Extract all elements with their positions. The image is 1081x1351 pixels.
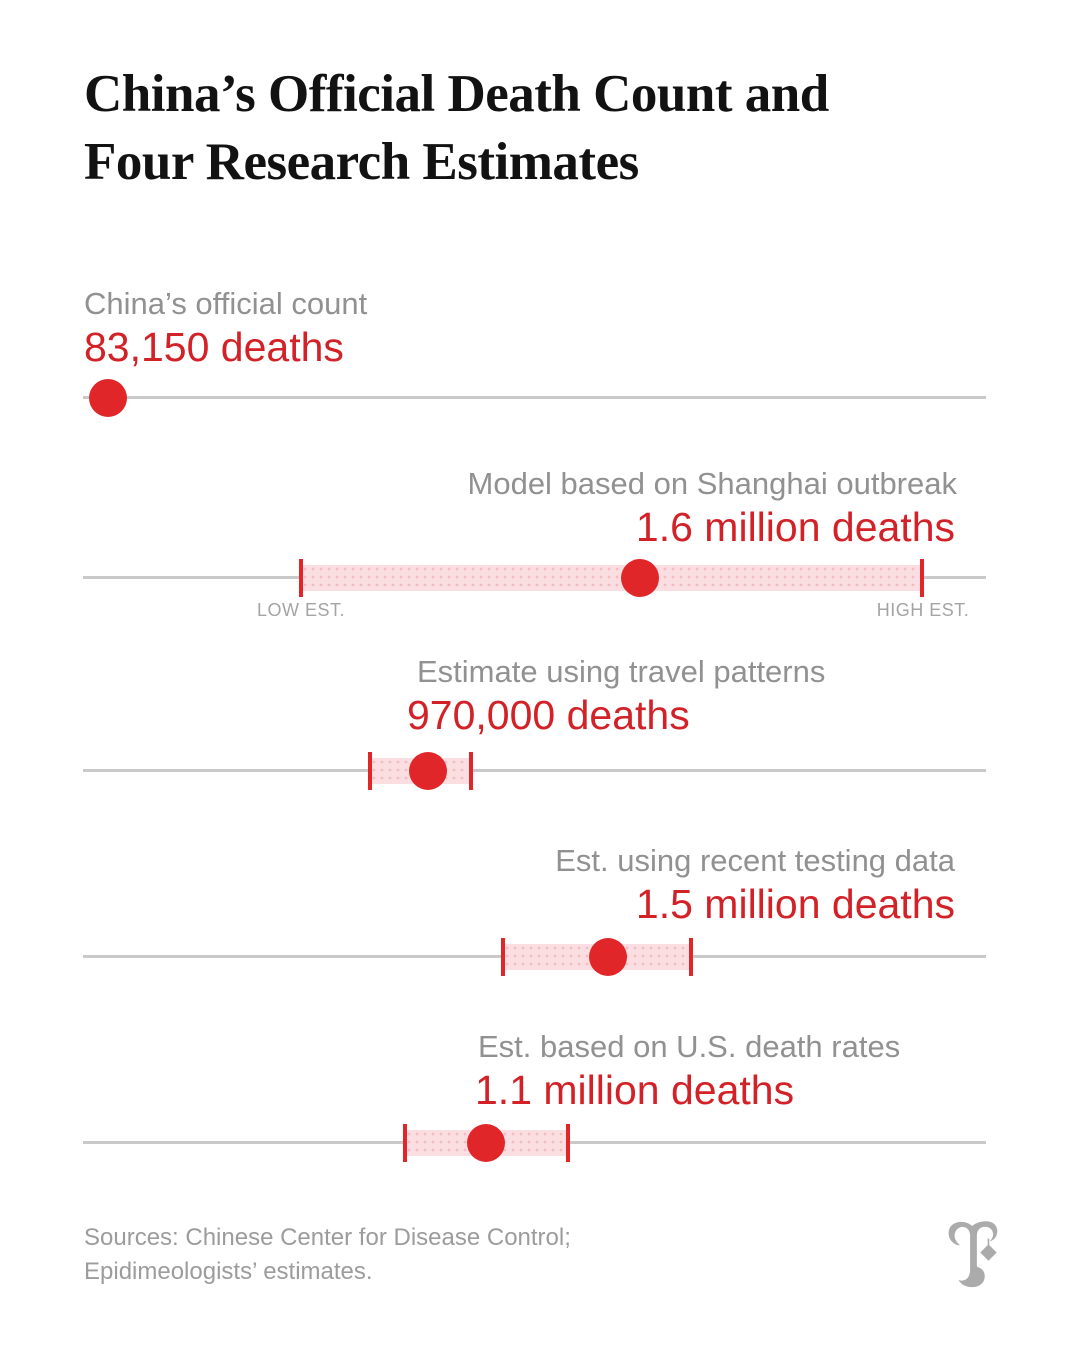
chart-title [84,60,829,196]
high-estimate-axis-label: HIGH EST. [876,600,970,620]
range-low-tick [299,559,303,597]
chart-title-line-2: Four Research Estimates [84,133,639,191]
series-label: Est. using recent testing data [555,843,955,878]
series-value: 1.5 million deaths [635,881,955,927]
baseline [83,396,986,399]
range-low-tick [368,752,372,790]
chart-title-line-1: China’s Official Death Count and [84,65,829,123]
data-point-dot [589,938,627,976]
series-value: 1.6 million deaths [635,504,955,550]
sources-note [84,1221,571,1289]
sources-line-2: Epidimeologists’ estimates. [84,1258,373,1285]
series-label: China’s official count [84,286,368,321]
data-point-dot [409,752,447,790]
data-point-dot [467,1124,505,1162]
low-estimate-axis-label: LOW EST. [256,600,346,620]
data-point-dot [89,379,127,417]
data-point-dot [621,559,659,597]
nyt-logo-icon [944,1218,1002,1295]
range-low-tick [403,1124,407,1162]
estimate-range-band [301,565,922,591]
range-high-tick [689,938,693,976]
range-high-tick [566,1124,570,1162]
series-value: 83,150 deaths [84,324,344,370]
series-value: 970,000 deaths [407,692,690,738]
range-high-tick [469,752,473,790]
series-label: Model based on Shanghai outbreak [467,466,957,501]
series-value: 1.1 million deaths [475,1067,795,1113]
range-low-tick [501,938,505,976]
series-label: Est. based on U.S. death rates [478,1029,901,1064]
sources-line-1: Sources: Chinese Center for Disease Control; [84,1224,571,1251]
series-label: Estimate using travel patterns [417,654,826,689]
range-high-tick [920,559,924,597]
baseline [83,769,986,772]
